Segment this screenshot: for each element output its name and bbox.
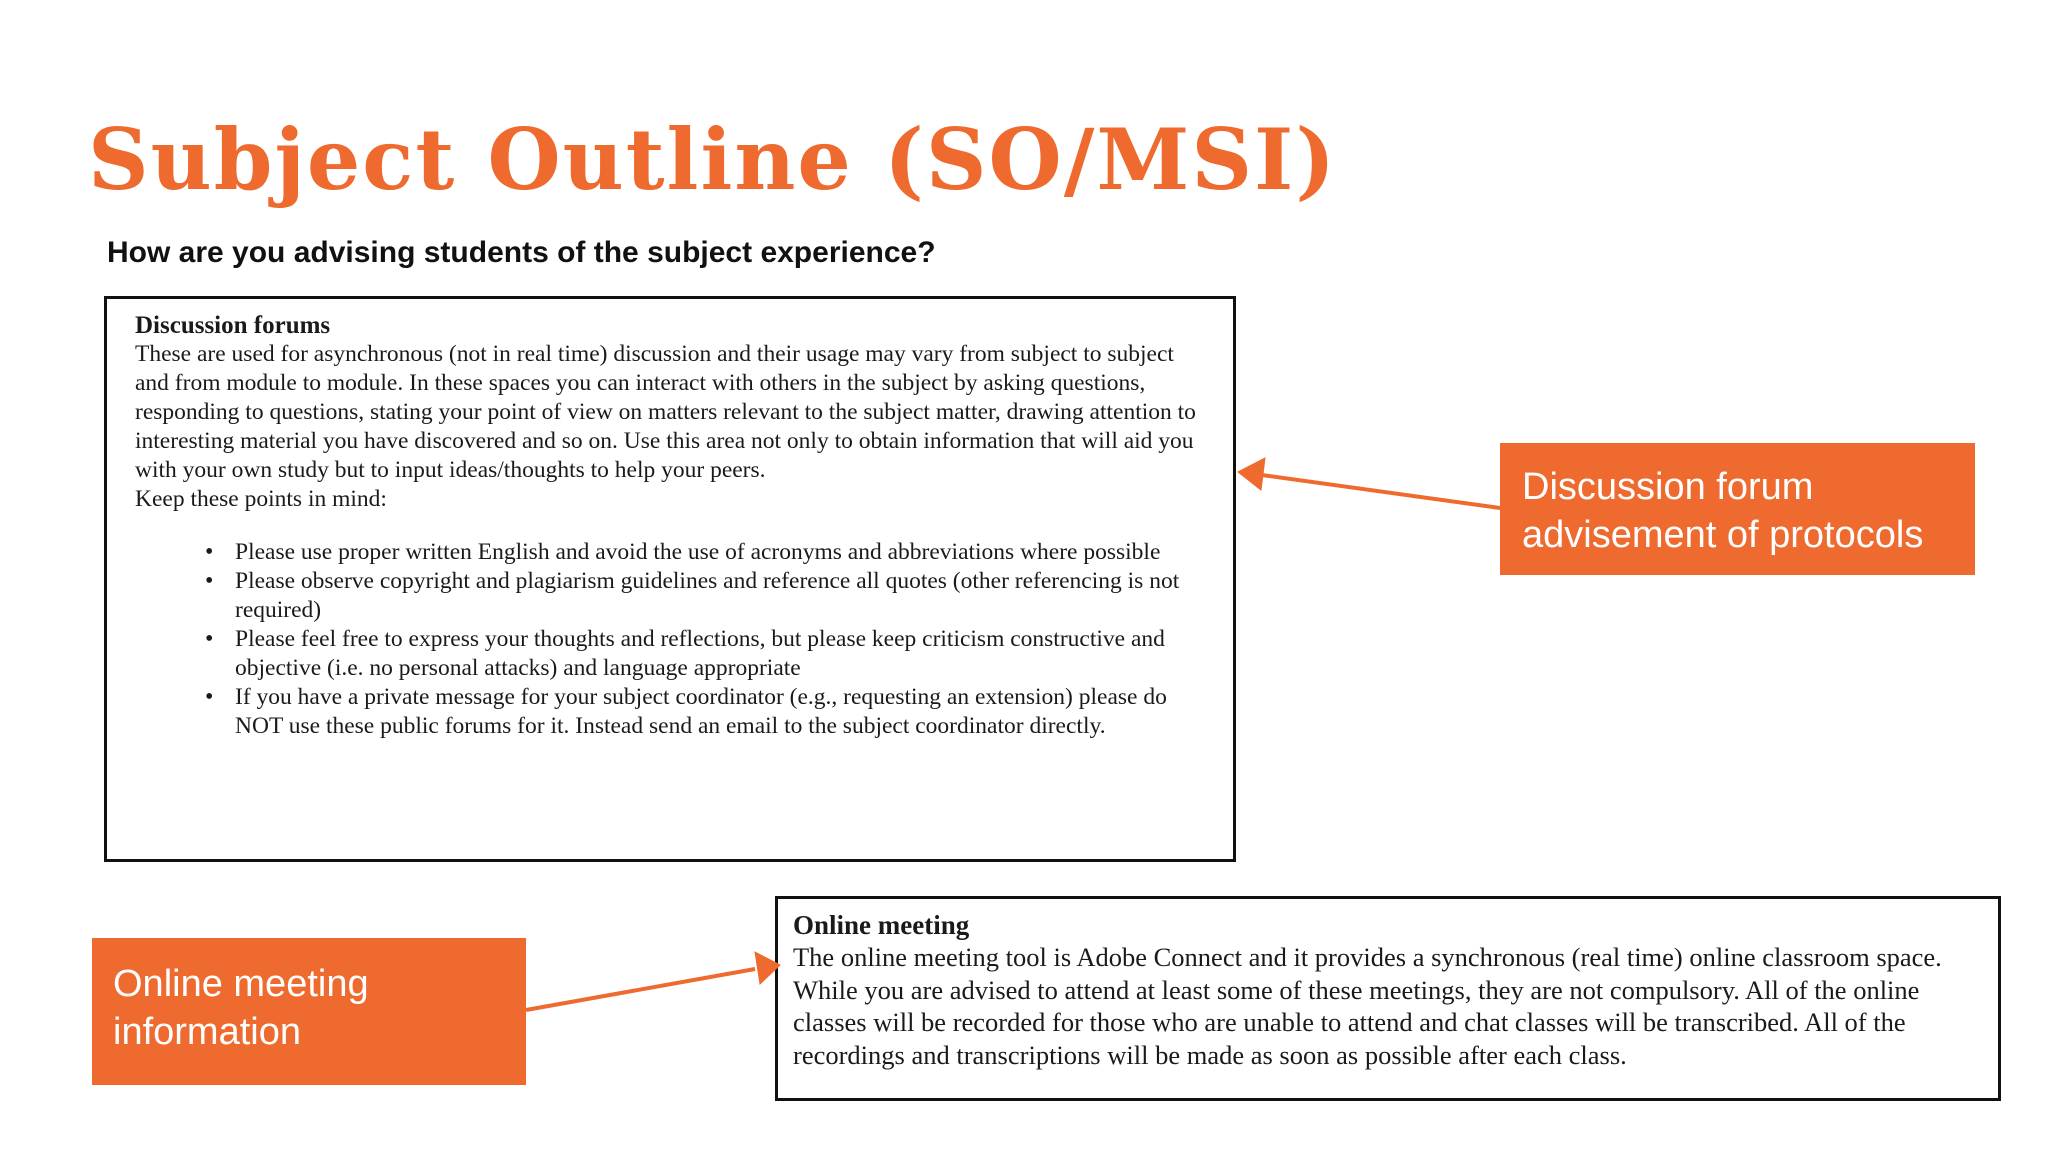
discussion-forums-heading: Discussion forums xyxy=(135,312,331,339)
bullet-icon: • xyxy=(205,539,214,565)
callout-online-meeting: Online meeting information xyxy=(92,938,526,1085)
online-meeting-paragraph: The online meeting tool is Adobe Connect and it provides a synchronous (real time) online classroom space. While you are advised to attend at least some of these meetings, they are not compulsory. All of the online classes will be recorded for those who are unable to attend and chat classes will be transcribed. All of the recordings and transcriptions will be made as soon as possible after each class. xyxy=(793,942,1942,1070)
slide-subtitle: How are you advising students of the subject experience? xyxy=(107,236,936,269)
slide-title: Subject Outline (SO/MSI) xyxy=(88,110,1338,209)
point-text: Please observe copyright and plagiarism guidelines and reference all quotes (other referencing is not required) xyxy=(235,568,1180,623)
arrow-head-icon xyxy=(755,952,780,984)
online-meeting-heading: Online meeting xyxy=(793,910,970,940)
arrow-to-forum xyxy=(1262,475,1500,508)
bullet-icon: • xyxy=(205,684,214,710)
bullet-icon: • xyxy=(205,626,214,652)
discussion-forums-paragraph: These are used for asynchronous (not in real time) discussion and their usage may vary from subject to subject and from module to module. In these spaces you can interact with others in the subject by asking questions, responding to questions, stating your point of view on matters relevant to the subject matter, drawing attention to interesting material you have discovered and so on. Use this area not only to obtain information that will aid you with your own study but to input ideas/thoughts to help your peers. xyxy=(135,341,1196,483)
discussion-forums-lead-in: Keep these points in mind: xyxy=(135,486,387,512)
arrow-to-meeting xyxy=(526,969,755,1010)
arrow-head-icon xyxy=(1238,458,1265,490)
point-text: Please feel free to express your thoughts and reflections, but please keep criticism constructive and objective (i.e. no personal attacks) and language appropriate xyxy=(235,626,1165,681)
point-text: Please use proper written English and avoid the use of acronyms and abbreviations where possible xyxy=(235,539,1161,565)
point-text: If you have a private message for your subject coordinator (e.g., requesting an extension) please do NOT use these public forums for it. Instead send an email to the subject coordinator directly. xyxy=(235,684,1167,739)
callout-discussion-forum: Discussion forum advisement of protocols xyxy=(1500,443,1975,575)
bullet-icon: • xyxy=(205,568,214,594)
